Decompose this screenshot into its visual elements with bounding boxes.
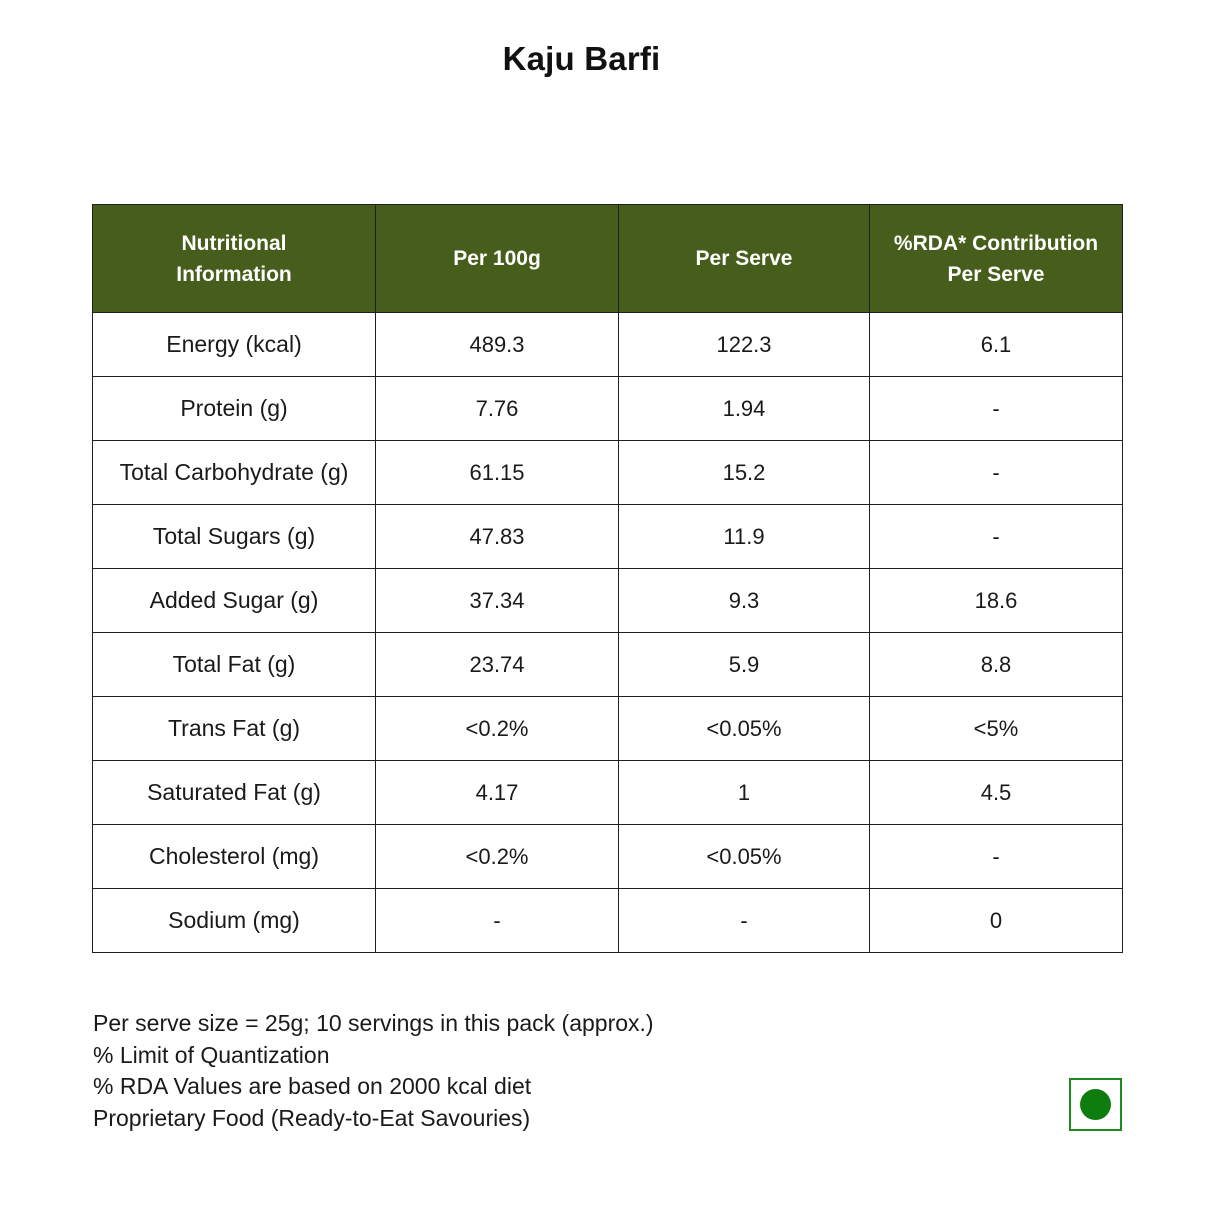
- nutrient-name-cell: Cholesterol (mg): [93, 825, 376, 889]
- nutrient-name-cell: Total Carbohydrate (g): [93, 441, 376, 505]
- nutrient-name-cell: Saturated Fat (g): [93, 761, 376, 825]
- per-serve-cell: 11.9: [619, 505, 870, 569]
- nutrient-name-cell: Energy (kcal): [93, 313, 376, 377]
- nutrient-name-cell: Sodium (mg): [93, 889, 376, 953]
- rda-cell: 18.6: [870, 569, 1123, 633]
- per-100g-cell: 7.76: [376, 377, 619, 441]
- footnote-food-category: Proprietary Food (Ready-to-Eat Savouries): [93, 1104, 531, 1131]
- footnote-rda-basis: % RDA Values are based on 2000 kcal diet: [93, 1073, 532, 1099]
- header-text: Per 100g: [453, 247, 541, 270]
- table-row: [93, 633, 1123, 697]
- header-text: Nutritional: [181, 231, 287, 255]
- table-row: [93, 697, 1123, 761]
- nutrient-name-cell: Total Fat (g): [93, 633, 376, 697]
- rda-cell: -: [870, 441, 1123, 505]
- per-serve-cell: 5.9: [619, 633, 870, 697]
- footnotes: [93, 1008, 654, 1134]
- footnote-serve-size: Per serve size = 25g; 10 servings in this pack (approx.): [93, 1010, 654, 1036]
- table-row: [93, 761, 1123, 825]
- vegetarian-dot: [1080, 1089, 1111, 1120]
- rda-cell: 6.1: [870, 313, 1123, 377]
- rda-cell: -: [870, 825, 1123, 889]
- table-row: [93, 569, 1123, 633]
- footnote-limit-quantization: % Limit of Quantization: [93, 1041, 330, 1068]
- per-serve-cell: 1: [619, 761, 870, 825]
- header-per-100g: [376, 205, 619, 313]
- per-100g-cell: 47.83: [376, 505, 619, 569]
- per-100g-cell: <0.2%: [376, 825, 619, 889]
- nutrient-name-cell: Trans Fat (g): [93, 697, 376, 761]
- per-serve-cell: 9.3: [619, 569, 870, 633]
- rda-cell: -: [870, 505, 1123, 569]
- rda-cell: 4.5: [870, 761, 1123, 825]
- per-100g-cell: 4.17: [376, 761, 619, 825]
- per-serve-cell: <0.05%: [619, 825, 870, 889]
- header-text: %RDA* Contribution: [893, 231, 1099, 255]
- table-row: [93, 441, 1123, 505]
- per-100g-cell: 489.3: [376, 313, 619, 377]
- table-row: [93, 313, 1123, 377]
- rda-cell: <5%: [870, 697, 1123, 761]
- per-serve-cell: 1.94: [619, 377, 870, 441]
- nutrient-name-cell: Total Sugars (g): [93, 505, 376, 569]
- header-text: Per Serve: [695, 247, 793, 270]
- header-text: Per Serve: [947, 262, 1045, 286]
- header-per-serve: [619, 205, 870, 313]
- rda-cell: -: [870, 377, 1123, 441]
- rda-cell: 0: [870, 889, 1123, 953]
- per-serve-cell: 15.2: [619, 441, 870, 505]
- page-title: Kaju Barfi: [502, 40, 661, 77]
- table-header-row: [93, 205, 1123, 313]
- per-100g-cell: <0.2%: [376, 697, 619, 761]
- nutrition-table: [92, 204, 1123, 953]
- header-rda-contribution: [870, 205, 1123, 313]
- table-row: [93, 825, 1123, 889]
- table-row: [93, 889, 1123, 953]
- table-row: [93, 505, 1123, 569]
- table-row: [93, 377, 1123, 441]
- per-serve-cell: 122.3: [619, 313, 870, 377]
- per-100g-cell: 37.34: [376, 569, 619, 633]
- header-nutritional-information: [93, 205, 376, 313]
- rda-cell: 8.8: [870, 633, 1123, 697]
- per-serve-cell: -: [619, 889, 870, 953]
- header-text: Information: [176, 262, 292, 286]
- per-100g-cell: 23.74: [376, 633, 619, 697]
- vegetarian-mark-icon: [1069, 1078, 1122, 1131]
- per-100g-cell: 61.15: [376, 441, 619, 505]
- nutrient-name-cell: Protein (g): [93, 377, 376, 441]
- nutrient-name-cell: Added Sugar (g): [93, 569, 376, 633]
- per-100g-cell: -: [376, 889, 619, 953]
- per-serve-cell: <0.05%: [619, 697, 870, 761]
